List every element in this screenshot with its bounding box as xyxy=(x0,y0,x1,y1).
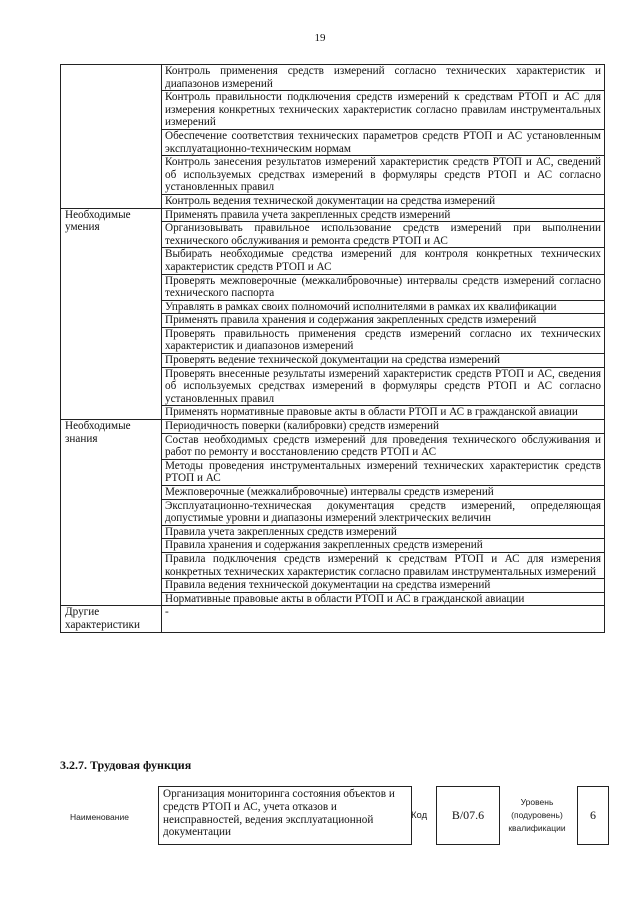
requirement-item: Нормативные правовые акты в области РТОП и АС в гражданской авиации xyxy=(162,592,605,606)
code-label: Код xyxy=(411,810,428,821)
row-label: Необходимые знания xyxy=(61,420,162,606)
requirement-item: Применять нормативные правовые акты в области РТОП и АС в гражданской авиации xyxy=(162,406,605,420)
requirement-item: Контроль применения средств измерений согласно технических характеристик и диапазонов измерений xyxy=(162,65,605,91)
row-label xyxy=(61,65,162,209)
row-label: Другие характеристики xyxy=(61,606,162,632)
page-number: 19 xyxy=(314,32,326,44)
row-label: Необходимые умения xyxy=(61,208,162,420)
requirement-item: Проверять правильность применения средств измерений согласно их технических характеристик и диапазонов измерений xyxy=(162,327,605,353)
requirement-item: Состав необходимых средств измерений для проведения технического обслуживания и работ по ремонту и восстановлению средств РТОП и АС xyxy=(162,433,605,459)
requirement-item: Эксплуатационно-техническая документация средств измерений, определяющая допустимые уровни и диапазоны измерений электрических величин xyxy=(162,499,605,525)
requirement-item: Организовывать правильное использование средств измерений при выполнении технического обслуживания и ремонта средств РТОП и АС xyxy=(162,222,605,248)
requirement-item: Правила хранения и содержания закрепленных средств измерений xyxy=(162,539,605,553)
requirement-item: Контроль правильности подключения средств измерений к средствам РТОП и АС для измерения конкретных технических характеристик согласно правилам инструментальных измерений xyxy=(162,91,605,130)
requirement-item: Проверять межповерочные (межкалибровочные) интервалы средств измерений согласно технического паспорта xyxy=(162,274,605,300)
requirement-item: Правила подключения средств измерений к средствам РТОП и АС для измерения конкретных технических характеристик согласно правилам инструментальных измерений xyxy=(162,552,605,578)
requirements-table xyxy=(60,64,605,633)
name-label: Наименование xyxy=(70,812,129,822)
section-title: 3.2.7. Трудовая функция xyxy=(60,758,192,772)
level-label: Уровень (подуровень) квалификации xyxy=(508,797,566,833)
requirement-item: Управлять в рамках своих полномочий исполнителями в рамках их квалификации xyxy=(162,300,605,314)
requirement-item: Выбирать необходимые средства измерений для контроля конкретных технических характеристик средств РТОП и АС xyxy=(162,248,605,274)
level-value: 6 xyxy=(577,786,609,845)
table-row xyxy=(61,420,605,434)
requirement-item: Правила учета закрепленных средств измерений xyxy=(162,525,605,539)
requirement-item: - xyxy=(162,606,605,632)
requirement-item: Проверять внесенные результаты измерений характеристик средств РТОП и АС, сведения об используемых средствах измерений в формуляры средств РТОП и АС согласно установленных правил xyxy=(162,367,605,406)
table-row xyxy=(61,65,605,91)
requirement-item: Проверять ведение технической документации на средства измерений xyxy=(162,354,605,368)
requirement-item: Периодичность поверки (калибровки) средств измерений xyxy=(162,420,605,434)
requirement-item: Межповерочные (межкалибровочные) интервалы средств измерений xyxy=(162,486,605,500)
table-row xyxy=(61,606,605,632)
requirement-item: Обеспечение соответствия технических параметров средств РТОП и АС установленным эксплуатационно-техническим нормам xyxy=(162,129,605,155)
requirement-item: Контроль ведения технической документации на средства измерений xyxy=(162,194,605,208)
function-name-value: Организация мониторинга состояния объектов и средств РТОП и АС, учета отказов и неисправностей, ведения эксплуатационной документации xyxy=(158,786,412,845)
requirement-item: Применять правила учета закрепленных средств измерений xyxy=(162,208,605,222)
requirement-item: Методы проведения инструментальных измерений технических характеристик средств РТОП и АС xyxy=(162,459,605,485)
requirement-item: Применять правила хранения и содержания закрепленных средств измерений xyxy=(162,314,605,328)
requirement-item: Правила ведения технической документации на средства измерений xyxy=(162,579,605,593)
requirement-item: Контроль занесения результатов измерений характеристик средств РТОП и АС, сведений об используемых средствах измерений в формуляры средств РТОП и АС согласно установленных правил xyxy=(162,156,605,195)
table-row xyxy=(61,208,605,222)
code-value: В/07.6 xyxy=(436,786,500,845)
